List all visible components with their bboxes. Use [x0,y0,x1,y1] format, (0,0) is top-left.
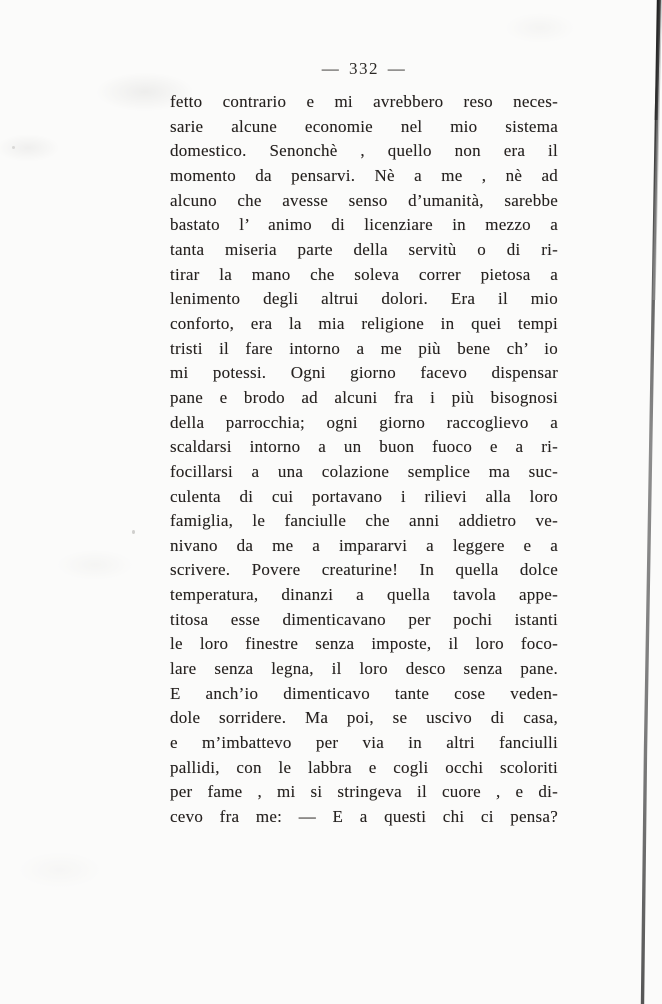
text-line: per fame , mi si stringeva il cuore , e di- [170,782,558,802]
text-line: lare senza legna, il loro desco senza pane. [170,659,558,679]
text-line: della parrocchia; ogni giorno raccoglievo a [170,412,558,432]
text-line: fetto contrario e mi avrebbero reso neces- [170,92,558,111]
text-line: tanta miseria parte della servitù o di ri- [170,239,558,259]
text-line: alcuno che avesse senso d’umanità, sarebbe [170,190,558,210]
ink-speck [132,530,135,534]
page-number: — 332 — [321,59,407,78]
ink-speck [12,146,15,149]
text-line: e m’imbattevo per via in altri fanciulli [170,733,558,753]
text-line: pallidi, con le labbra e cogli occhi scoloriti [170,757,558,777]
text-line: domestico. Senonchè , quello non era il [170,141,558,161]
text-line: temperatura, dinanzi a quella tavola appe- [170,585,558,605]
text-line: dole sorridere. Ma poi, se uscivo di casa, [170,708,558,728]
text-line: conforto, era la mia religione in quei tempi [170,313,558,333]
text-line: tristi il fare intorno a me più bene ch’ io [170,338,558,358]
text-line: sarie alcune economie nel mio sistema [170,116,558,136]
text-line: mi potessi. Ogni giorno facevo dispensar [170,363,558,383]
text-line: cevo fra me: — E a questi chi ci pensa? [170,807,558,827]
body-text [170,90,558,830]
text-line: pane e brodo ad alcuni fra i più bisognosi [170,387,558,407]
text-line: nivano da me a impararvi a leggere e a [170,535,558,555]
text-line: culenta di cui portavano i rilievi alla loro [170,486,558,506]
text-line: lenimento degli altrui dolori. Era il mio [170,289,558,309]
text-line: famiglia, le fanciulle che anni addietro ve- [170,511,558,531]
text-line: bastato l’ animo di licenziare in mezzo a [170,215,558,235]
text-line: titosa esse dimenticavano per pochi istanti [170,609,558,629]
text-line: scrivere. Povere creaturine! In quella dolce [170,560,558,580]
text-line: scaldarsi intorno a un buon fuoco e a ri- [170,437,558,457]
text-line: E anch’io dimenticavo tante cose veden- [170,683,558,703]
text-line: le loro finestre senza imposte, il loro foco- [170,634,558,654]
text-line: tirar la mano che soleva correr pietosa a [170,264,558,284]
text-line: focillarsi a una colazione semplice ma suc- [170,461,558,481]
text-line: momento da pensarvi. Nè a me , nè ad [170,165,558,185]
